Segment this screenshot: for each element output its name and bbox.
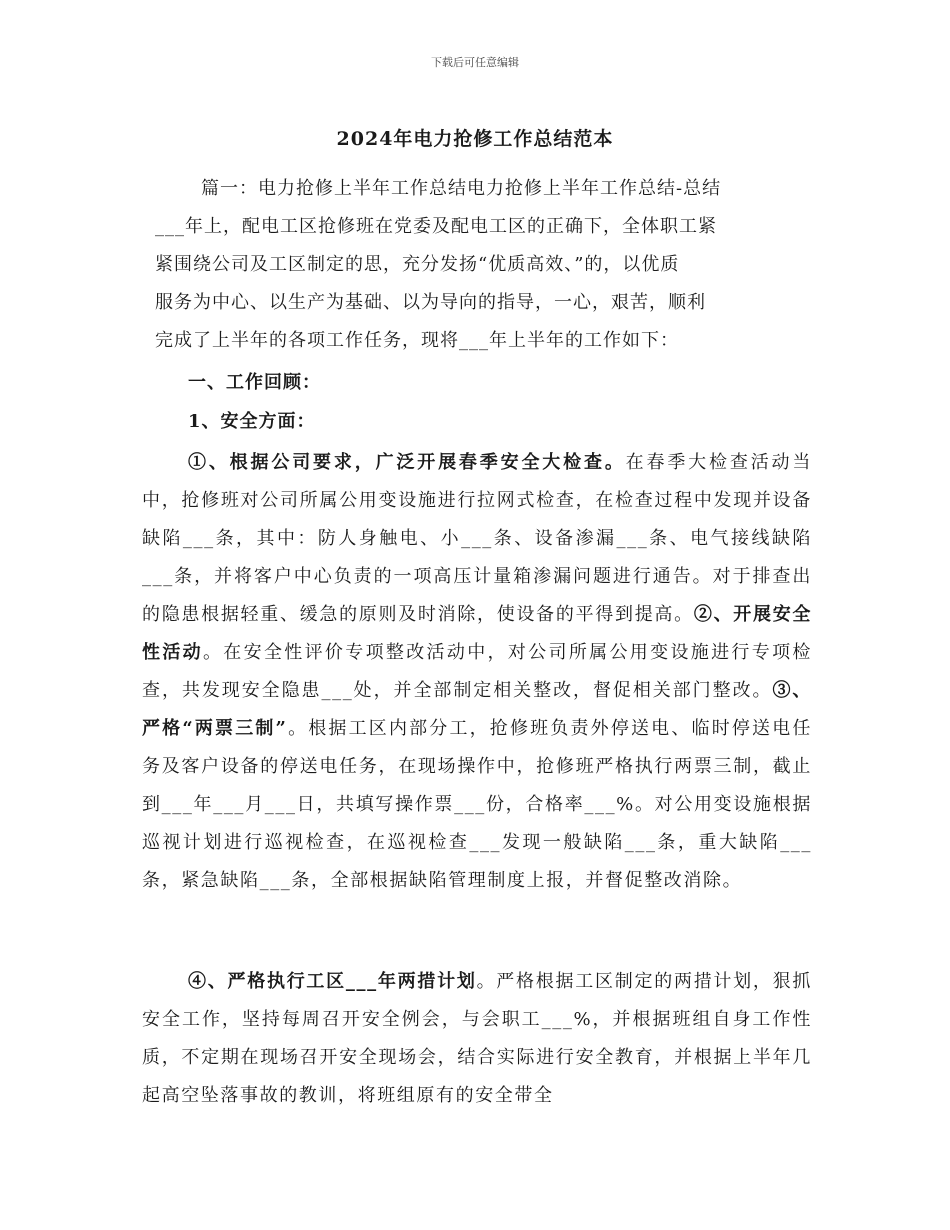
subsection-heading: 1、安全方面： [188, 411, 316, 432]
body-paragraph-1 [142, 444, 812, 900]
bold-lead: ③、严格“两票三制” [142, 680, 812, 739]
paragraph-text: 在春季大检查活动当中，抢修班对公司所属公用变设施进行拉网式检查，在检查过程中发现并设备缺陷___条，其中：防人身触电、小___条、设备渗漏___条、电气接线缺陷___条，并将客户中心负责的一项高压计量箱渗漏问题进行通告。对于排查出的隐患根据轻重、缓急的原则及时消除，使设备的平得到提高。 [142, 452, 812, 625]
paragraph-text: 。根据工区内部分工，抢修班负责外停送电、临时停送电任务及客户设备的停送电任务，在现场操作中，抢修班严格执行两票三制，截止到___年___月___日，共填写操作票___份，合格率___%。对公用变设施根据巡视计划进行巡视检查，在巡视检查___发现一般缺陷___条，重大缺陷___条，紧急缺陷___条，全部根据缺陷管理制度上报，并督促整改消除。 [142, 718, 812, 891]
intro-paragraph [155, 170, 815, 360]
intro-line: ___年上，配电工区抢修班在党委及配电工区的正确下，全体职工紧 [155, 216, 717, 237]
page-header-note: 下载后可任意编辑 [431, 56, 519, 69]
bold-lead: ②、开展安全性活动 [142, 604, 813, 663]
intro-line: 服务为中心、以生产为基础、以为导向的指导，一心，艰苦，顺利 [155, 292, 706, 313]
document-title: 2024年电力抢修工作总结范本 [336, 128, 614, 150]
intro-line: 篇一：电力抢修上半年工作总结电力抢修上半年工作总结-总结 [201, 178, 722, 199]
bold-lead: ④、严格执行工区___年两措计划 [188, 971, 477, 992]
section-heading: 一、工作回顾： [188, 372, 321, 393]
paragraph [142, 444, 812, 900]
body-paragraph-2 [142, 963, 812, 1115]
paragraph-text: 。在安全性评价专项整改活动中，对公司所属公用变设施进行专项检查，共发现安全隐患___处，并全部制定相关整改，督促相关部门整改。 [142, 642, 812, 701]
intro-line: 完成了上半年的各项工作任务，现将___年上半年的工作如下： [155, 330, 679, 351]
intro-line: 紧围绕公司及工区制定的思，充分发扬“优质高效、”的，以优质 [155, 254, 680, 275]
paragraph-text: 。严格根据工区制定的两措计划，狠抓安全工作，坚持每周召开安全例会，与会职工___%，并根据班组自身工作性质，不定期在现场召开安全现场会，结合实际进行安全教育，并根据上半年几起高空坠落事故的教训，将班组原有的安全带全 [142, 971, 812, 1106]
paragraph [142, 963, 812, 1115]
bold-lead: ①、根据公司要求，广泛开展春季安全大检查。 [188, 452, 626, 473]
